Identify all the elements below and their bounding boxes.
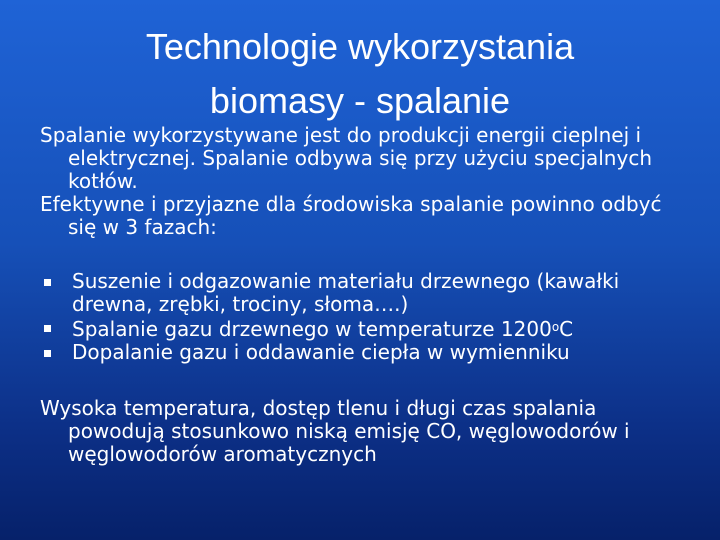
intro-paragraph: Spalanie wykorzystywane jest do produkcji energii cieplnej i elektrycznej. Spalanie odbywa się przy użyciu specjalnych kotłów.: [40, 123, 652, 193]
list-item: [40, 270, 680, 316]
slide-body: [40, 124, 680, 466]
degree-mark: o: [551, 320, 560, 334]
list-item-text: Dopalanie gazu i oddawanie ciepła w wymienniku: [72, 340, 570, 364]
list-item-text: Spalanie gazu drzewnego w temperaturze 1200: [72, 317, 552, 341]
emission-paragraph: Wysoka temperatura, dostęp tlenu i długi czas spalania powodują stosunkowo niską emisję CO, węglowodorów i węglowodorów aromatycznych: [40, 396, 630, 466]
title-line-2: biomasy - spalanie: [209, 80, 511, 121]
square-bullet-icon: [44, 325, 51, 332]
square-bullet-icon: [44, 350, 51, 357]
phases-paragraph: Efektywne i przyjazne dla środowiska spalanie powinno odbyć się w 3 fazach:: [40, 192, 662, 239]
list-item-text: Suszenie i odgazowanie materiału drzewnego (kawałki drewna, zrębki, trociny, słoma….): [72, 269, 620, 316]
list-item: [40, 341, 680, 364]
square-bullet-icon: [44, 279, 51, 286]
list-item: [40, 316, 680, 341]
title-line-1: Technologie wykorzystania: [145, 26, 575, 67]
temperature-unit: C: [559, 317, 574, 341]
slide-title: [60, 20, 660, 128]
phase-list: [40, 270, 680, 364]
